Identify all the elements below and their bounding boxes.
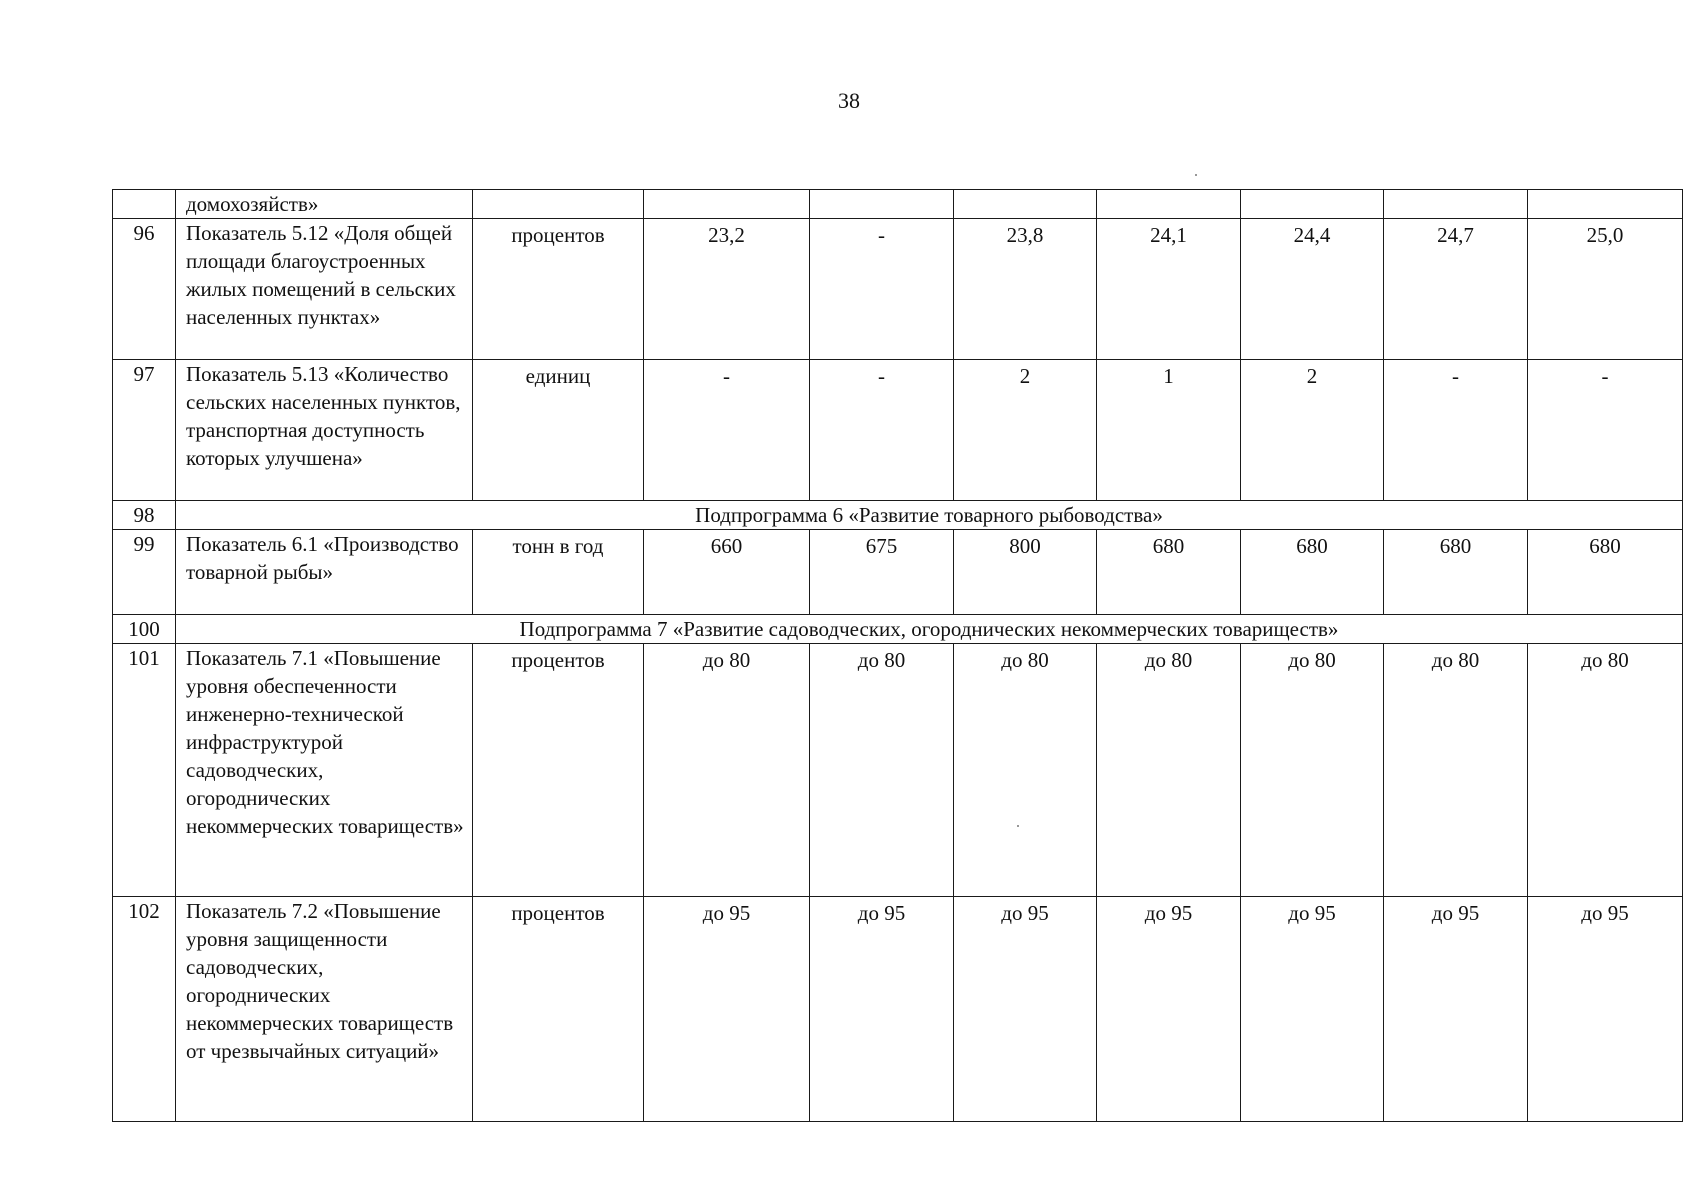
row-number-cell: 101 [113,644,176,897]
value-cell: до 95 [1097,897,1241,1122]
value-cell [810,190,954,219]
table-row-99 [113,530,1683,615]
value-cell: до 80 [954,644,1097,897]
value-cell: - [644,360,810,501]
value-cell: 1 [1097,360,1241,501]
row-number-cell: 97 [113,360,176,501]
row-number-cell: 99 [113,530,176,615]
indicator-name-cell: Показатель 7.1 «Повышение уровня обеспеченности инженерно-технической инфраструктурой садоводческих, огороднических некоммерческих товариществ» [176,644,473,897]
value-cell: до 95 [1528,897,1683,1122]
table-row-96 [113,219,1683,360]
value-cell: 680 [1097,530,1241,615]
value-cell: до 80 [1241,644,1384,897]
indicator-name-cell: Показатель 6.1 «Производство товарной рыбы» [176,530,473,615]
unit-cell: единиц [473,360,644,501]
value-cell: 2 [954,360,1097,501]
value-cell: 23,8 [954,219,1097,360]
row-number-cell: 102 [113,897,176,1122]
value-cell: 680 [1528,530,1683,615]
value-cell: до 80 [1097,644,1241,897]
subprogram-header: Подпрограмма 6 «Развитие товарного рыбоводства» [176,501,1683,530]
value-cell: до 95 [644,897,810,1122]
value-cell [954,190,1097,219]
value-cell [1528,190,1683,219]
page-number: 38 [838,88,860,113]
indicator-name-cell: Показатель 5.12 «Доля общей площади благоустроенных жилых помещений в сельских населенных пунктах» [176,219,473,360]
table-row-102 [113,897,1683,1122]
value-cell: 680 [1241,530,1384,615]
value-cell: 2 [1241,360,1384,501]
value-cell: 675 [810,530,954,615]
value-cell [1097,190,1241,219]
unit-cell: процентов [473,644,644,897]
value-cell: до 80 [1384,644,1528,897]
value-cell [1384,190,1528,219]
value-cell: до 80 [1528,644,1683,897]
value-cell: до 95 [810,897,954,1122]
table-row-98 [113,501,1683,530]
row-number-cell [113,190,176,219]
value-cell: - [810,360,954,501]
value-cell: до 80 [644,644,810,897]
value-cell: до 95 [1384,897,1528,1122]
table-row-97 [113,360,1683,501]
value-cell [644,190,810,219]
indicator-name-cell: Показатель 7.2 «Повышение уровня защищенности садоводческих, огороднических некоммерческих товариществ от чрезвычайных ситуаций» [176,897,473,1122]
row-number-cell: 96 [113,219,176,360]
value-cell: - [1528,360,1683,501]
value-cell [1241,190,1384,219]
unit-cell: процентов [473,219,644,360]
indicators-table [112,189,1683,1122]
value-cell: - [810,219,954,360]
indicator-name-cell: домохозяйств» [176,190,473,219]
unit-cell: тонн в год [473,530,644,615]
scan-speck [1017,825,1019,827]
value-cell: до 95 [954,897,1097,1122]
scan-speck [1195,174,1197,176]
value-cell: 23,2 [644,219,810,360]
table-row-continuation [113,190,1683,219]
row-number-cell: 100 [113,615,176,644]
indicator-name-cell: Показатель 5.13 «Количество сельских населенных пунктов, транспортная доступность которых улучшена» [176,360,473,501]
value-cell: 24,4 [1241,219,1384,360]
value-cell: до 95 [1241,897,1384,1122]
value-cell: - [1384,360,1528,501]
row-number-cell: 98 [113,501,176,530]
subprogram-header: Подпрограмма 7 «Развитие садоводческих, огороднических некоммерческих товариществ» [176,615,1683,644]
value-cell: до 80 [810,644,954,897]
table-row-101 [113,644,1683,897]
value-cell: 25,0 [1528,219,1683,360]
value-cell: 24,1 [1097,219,1241,360]
table-row-100 [113,615,1683,644]
value-cell: 680 [1384,530,1528,615]
value-cell: 660 [644,530,810,615]
value-cell: 24,7 [1384,219,1528,360]
unit-cell [473,190,644,219]
unit-cell: процентов [473,897,644,1122]
value-cell: 800 [954,530,1097,615]
